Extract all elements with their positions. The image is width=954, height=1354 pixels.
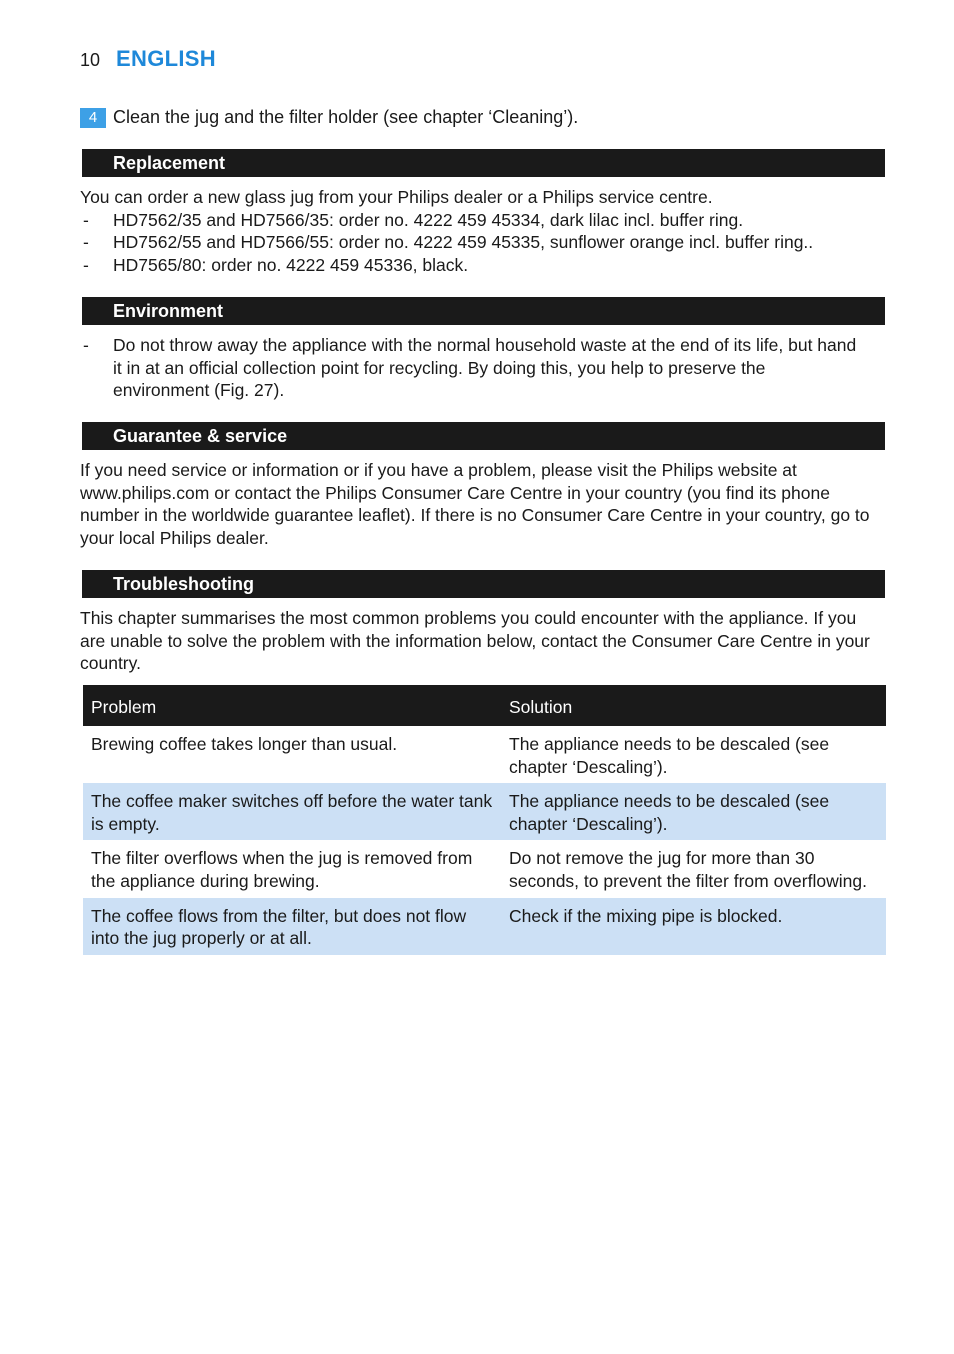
- step-number-badge: 4: [80, 108, 106, 128]
- column-header-problem: Problem: [83, 685, 501, 726]
- list-item: - HD7562/35 and HD7566/35: order no. 4222 459 45334, dark lilac incl. buffer ring.: [83, 209, 744, 230]
- troubleshooting-intro: This chapter summarises the most common problems you could encounter with the appliance. If you are unable to solve the problem with the information below, contact the Consumer Care Centre in your country.: [80, 608, 870, 674]
- table-row: [83, 783, 886, 840]
- guarantee-text: If you need service or information or if you have a problem, please visit the Philips website at www.philips.com or contact the Philips Consumer Care Centre in your country (you find its phone number in the worldwide guarantee leaflet). If there is no Consumer Care Centre in your country, go to your local Philips dealer.: [80, 460, 870, 548]
- guarantee-section: [80, 459, 885, 549]
- solution-cell: Do not remove the jug for more than 30 seconds, to prevent the filter from overflowing.: [509, 848, 867, 891]
- problem-cell: The coffee maker switches off before the water tank is empty.: [83, 783, 501, 840]
- problem-cell: The filter overflows when the jug is removed from the appliance during brewing.: [91, 848, 473, 891]
- solution-cell: The appliance needs to be descaled (see chapter ‘Descaling’).: [509, 734, 830, 777]
- page-header: [80, 46, 216, 76]
- problem-cell: Brewing coffee takes longer than usual.: [91, 734, 398, 754]
- step-4: [80, 107, 578, 128]
- list-item: - Do not throw away the appliance with the normal household waste at the end of its life, but hand it in at an official collection point for recycling. By doing this, you help to preserve the environment (Fig. 27).: [83, 335, 857, 401]
- environment-section: [80, 334, 886, 402]
- table-row: [83, 898, 886, 955]
- language-label: ENGLISH: [116, 46, 216, 71]
- table-header-row: [83, 685, 886, 726]
- section-heading-guarantee: Guarantee & service: [82, 422, 885, 450]
- problem-cell: The coffee flows from the filter, but does not flow into the jug properly or at all.: [83, 898, 501, 955]
- column-header-solution: Solution: [501, 685, 886, 726]
- philips-website-link[interactable]: www.philips.com: [80, 482, 210, 503]
- list-item: - HD7565/80: order no. 4222 459 45336, black.: [83, 254, 469, 275]
- list-item: - HD7562/55 and HD7566/55: order no. 4222 459 45335, sunflower orange incl. buffer ring..: [83, 232, 814, 253]
- section-heading-replacement: Replacement: [82, 149, 885, 177]
- step-text: Clean the jug and the filter holder (see chapter ‘Cleaning’).: [113, 107, 579, 127]
- section-heading-environment: Environment: [82, 297, 885, 325]
- solution-cell: The appliance needs to be descaled (see chapter ‘Descaling’).: [501, 783, 886, 840]
- table-row: [83, 726, 886, 783]
- section-heading-troubleshooting: Troubleshooting: [82, 570, 885, 598]
- troubleshooting-table: [83, 685, 886, 955]
- solution-cell: Check if the mixing pipe is blocked.: [501, 898, 886, 955]
- page-number: 10: [80, 50, 101, 70]
- table-row: [83, 840, 886, 897]
- replacement-intro: You can order a new glass jug from your Philips dealer or a Philips service centre.: [80, 187, 713, 207]
- replacement-section: [80, 186, 886, 276]
